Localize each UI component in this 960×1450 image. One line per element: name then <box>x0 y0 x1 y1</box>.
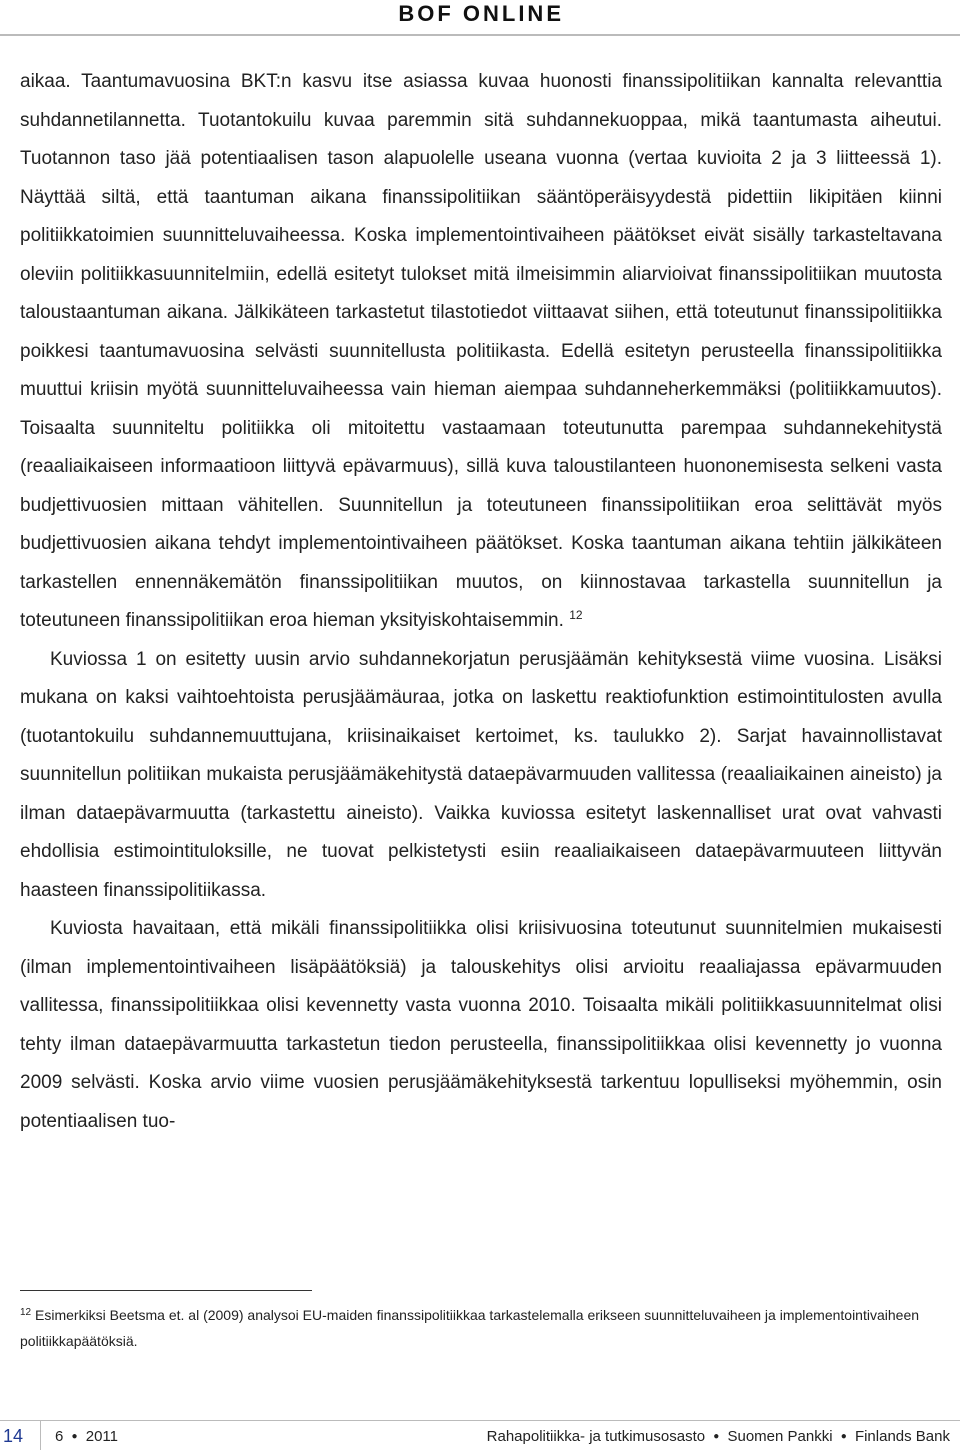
footer-vertical-divider <box>40 1420 41 1450</box>
bullet-icon: ● <box>713 1431 720 1442</box>
publisher-name-sv: Finlands Bank <box>854 1428 950 1445</box>
footer-divider <box>0 1420 960 1421</box>
publication-title: BOF ONLINE <box>398 1 564 26</box>
issue-year: 2011 <box>85 1428 118 1445</box>
paragraph-2: Kuviossa 1 on esitetty uusin arvio suhdannekorjatun perusjäämän kehityksestä viime vuosina. Lisäksi mukana on kaksi vaihtoehtoista perusjäämäuraa, jotka on laskettu reaktiofunktion estimointitulosten avulla (tuotantokuilu suhdannemuuttujana, kriisinaikaiset kertoimet, ks. taulukko 2). Sarjat havainnollistavat suunnitellun politiikan mukaista perusjäämäkehitystä dataepävarmuuden vallitessa (reaaliaikainen aineisto) ja ilman dataepävarmuutta (tarkastettu aineisto). Vaikka kuviossa esitetyt laskennalliset urat ovat vahvasti ehdollisia estimointituloksille, ne tuovat pelkistetysti esiin reaaliaikaiseen dataepävarmuuteen liittyvän haasteen finanssipolitiikassa. <box>20 648 942 901</box>
footnote-reference[interactable]: 12 <box>569 608 583 622</box>
paragraph-1 <box>20 63 942 641</box>
footnote-number: 12 <box>20 1307 32 1318</box>
issue-info <box>55 1426 118 1448</box>
publisher-department: Rahapolitiikka- ja tutkimusosasto <box>486 1428 706 1445</box>
footnote-divider <box>20 1290 312 1291</box>
header-divider <box>0 34 960 36</box>
page-number: 14 <box>3 1426 24 1446</box>
issue-number: 6 <box>55 1428 64 1445</box>
publisher-name-fi: Suomen Pankki <box>727 1428 833 1445</box>
bullet-icon: ● <box>71 1431 78 1442</box>
footnote <box>20 1302 935 1354</box>
bullet-icon: ● <box>840 1431 847 1442</box>
footnote-text: Esimerkiksi Beetsma et. al (2009) analysoi EU-maiden finanssipolitiikkaa tarkastelemalla erikseen suunnitteluvaiheen ja implementointivaiheen politiikkapäätöksiä. <box>20 1307 920 1349</box>
paragraph-1-text: aikaa. Taantumavuosina BKT:n kasvu itse asiassa kuvaa huonosti finanssipolitiikan kannalta relevanttia suhdannetilannetta. Tuotantokuilu kuvaa paremmin sitä suhdannekuoppaa, mikä taantumasta aiheutui. Tuotannon taso jää potentiaalisen tason alapuolelle useana vuonna (vertaa kuvioita 2 ja 3 liitteessä 1). Näyttää siltä, että taantuman aikana finanssipolitiikan sääntöperäisyydestä pidettiin likipitäen kiinni politiikkatoimien suunnitteluvaiheessa. Koska implementointivaiheen päätökset eivät sisälly tarkasteltavana oleviin politiikkasuunnitelmiin, edellä esitetyt tulokset mitä ilmeisimmin aliarvioivat finanssipolitiikan muutosta taloustaantuman aikana. Jälkikäteen tarkastetut tilastotiedot viittaavat siihen, että toteutunut finanssipolitiikka poikkesi taantumavuosina selvästi suunnitellusta politiikasta. Edellä esitetyn perusteella finanssipolitiikka muuttui kriisin myötä suunnitteluvaiheessa vain hieman aiempaa suhdanneherkemmäksi (politiikkamuutos). Toisaalta suunniteltu politiikka oli mitoitettu vastaamaan toteutunutta parempaa suhdannekehitystä (reaaliaikaiseen informaatioon liittyvä epävarmuus), sillä kuva taloustilanteen huononemisesta selkeni vasta budjettivuosien mittaan vähitellen. Suunnitellun ja toteutuneen finanssipolitiikan eroa selittävät myös budjettivuosien aikana tehdyt implementointivaiheen päätökset. Koska taantuman aikana tehtiin jälkikäteen tarkastellen ennennäkemätön finanssipolitiikan muutos, on kiinnostavaa tarkastella suunnitellun ja toteutuneen finanssipolitiikan eroa hieman yksityiskohtaisemmin. <box>20 71 942 631</box>
publisher-info <box>487 1426 950 1448</box>
paragraph-3: Kuviosta havaitaan, että mikäli finanssipolitiikka olisi kriisivuosina toteutunut suunnitelmien mukaisesti (ilman implementointivaiheen lisäpäätöksiä) ja talouskehitys olisi arvioitu reaaliajassa epävarmuuden vallitessa, finanssipolitiikkaa olisi kevennetty vasta vuonna 2010. Toisaalta mikäli politiikkasuunnitelmat olisi tehty ilman dataepävarmuutta tarkastetun tiedon perusteella, finanssipolitiikkaa olisi kevennetty jo vuonna 2009 selvästi. Koska arvio viime vuosien perusjäämäkehityksestä tarkentuu lopulliseksi myöhemmin, osin potentiaalisen tuo- <box>20 918 942 1132</box>
main-text <box>20 63 942 1141</box>
